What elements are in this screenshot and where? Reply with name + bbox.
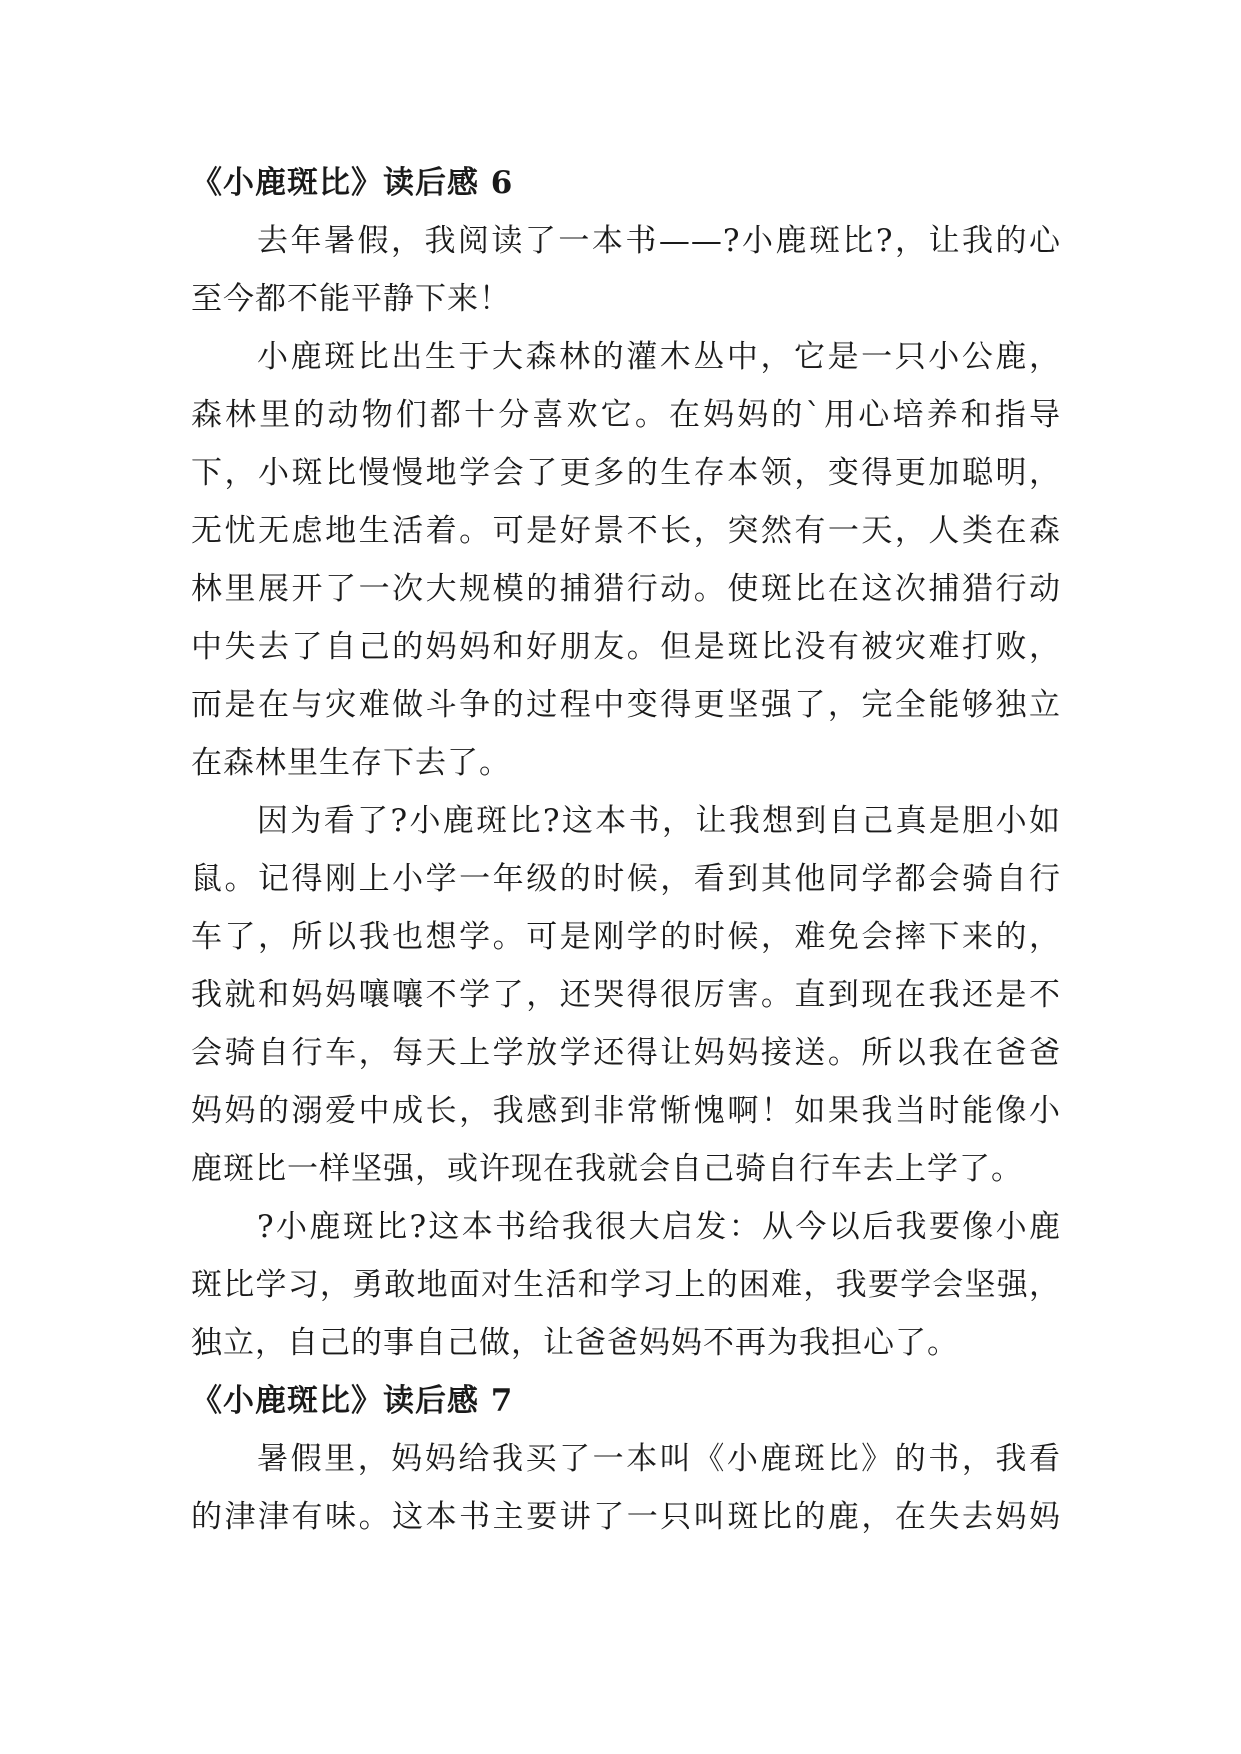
section-heading: 《小鹿斑比》读后感 7 bbox=[191, 1383, 514, 1419]
text-line: 中失去了自己的妈妈和好朋友。但是斑比没有被灾难打败， bbox=[191, 629, 1061, 665]
text-line: 暑假里，妈妈给我买了一本叫《小鹿斑比》的书，我看 bbox=[257, 1441, 1061, 1477]
text-line: 我就和妈妈嚷嚷不学了，还哭得很厉害。直到现在我还是不 bbox=[191, 977, 1061, 1013]
text-line: 因为看了?小鹿斑比?这本书，让我想到自己真是胆小如 bbox=[257, 803, 1061, 839]
text-line: 妈妈的溺爱中成长，我感到非常惭愧啊！如果我当时能像小 bbox=[191, 1093, 1061, 1129]
text-line: 下，小斑比慢慢地学会了更多的生存本领，变得更加聪明， bbox=[191, 455, 1061, 491]
text-line: 车了，所以我也想学。可是刚学的时候，难免会摔下来的， bbox=[191, 919, 1061, 955]
text-line: 去年暑假，我阅读了一本书——?小鹿斑比?，让我的心 bbox=[257, 223, 1061, 259]
paragraph bbox=[191, 1430, 1061, 1546]
text-line: ?小鹿斑比?这本书给我很大启发：从今以后我要像小鹿 bbox=[257, 1209, 1061, 1245]
text-line: 森林里的动物们都十分喜欢它。在妈妈的`用心培养和指导 bbox=[191, 397, 1061, 433]
section-heading: 《小鹿斑比》读后感 6 bbox=[191, 165, 514, 201]
text-line: 而是在与灾难做斗争的过程中变得更坚强了，完全能够独立 bbox=[191, 687, 1061, 723]
paragraph bbox=[191, 328, 1061, 792]
paragraph bbox=[191, 792, 1061, 1198]
text-line: 鹿斑比一样坚强，或许现在我就会自己骑自行车去上学了。 bbox=[191, 1151, 1023, 1187]
text-line: 无忧无虑地生活着。可是好景不长，突然有一天，人类在森 bbox=[191, 513, 1061, 549]
text-line: 会骑自行车，每天上学放学还得让妈妈接送。所以我在爸爸 bbox=[191, 1035, 1061, 1071]
text-line: 小鹿斑比出生于大森林的灌木丛中，它是一只小公鹿， bbox=[257, 339, 1061, 375]
paragraph bbox=[191, 212, 1061, 328]
document-body bbox=[191, 154, 1061, 1546]
text-line: 在森林里生存下去了。 bbox=[191, 745, 511, 781]
text-line: 独立，自己的事自己做，让爸爸妈妈不再为我担心了。 bbox=[191, 1325, 959, 1361]
paragraph bbox=[191, 1198, 1061, 1372]
text-line: 鼠。记得刚上小学一年级的时候，看到其他同学都会骑自行 bbox=[191, 861, 1061, 897]
text-line: 斑比学习，勇敢地面对生活和学习上的困难，我要学会坚强， bbox=[191, 1267, 1061, 1303]
text-line: 至今都不能平静下来！ bbox=[191, 281, 511, 317]
text-line: 林里展开了一次大规模的捕猎行动。使斑比在这次捕猎行动 bbox=[191, 571, 1061, 607]
text-line: 的津津有味。这本书主要讲了一只叫斑比的鹿，在失去妈妈 bbox=[191, 1499, 1061, 1535]
